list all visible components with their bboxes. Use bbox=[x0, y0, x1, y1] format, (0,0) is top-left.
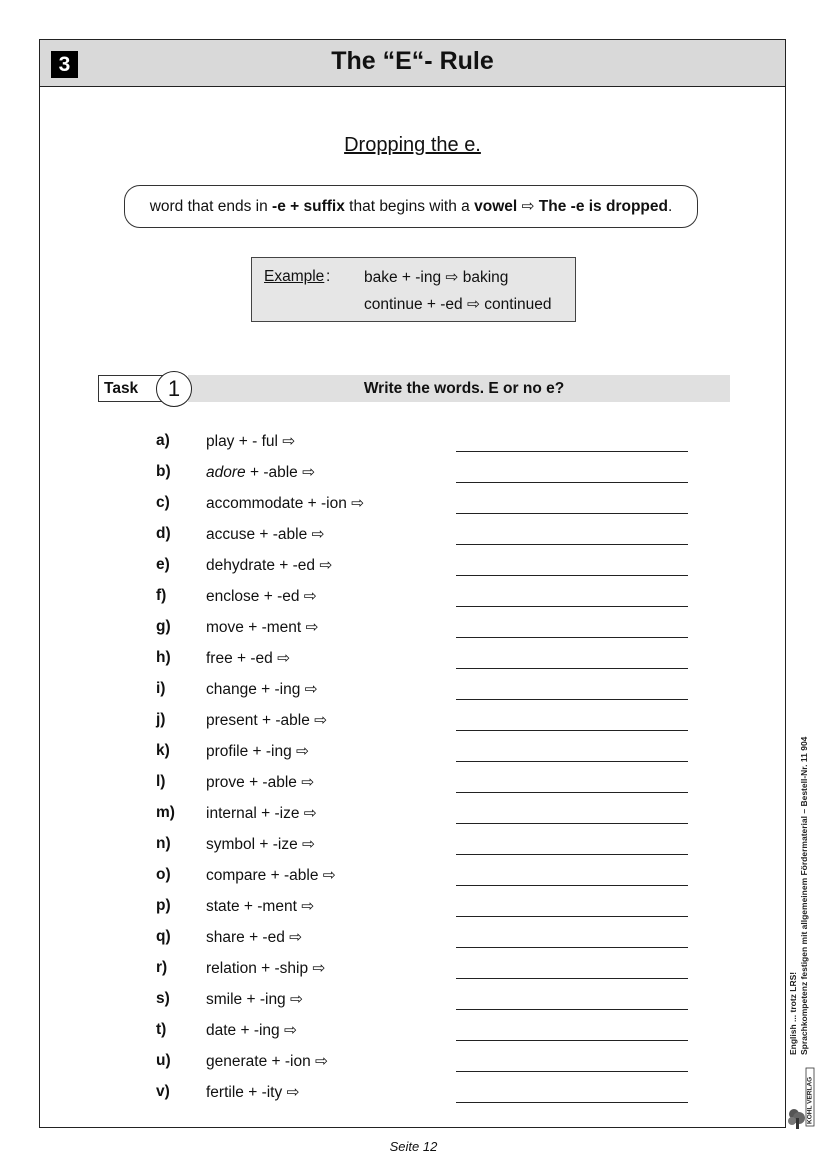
rule-text-dropped: The -e is dropped bbox=[538, 197, 668, 215]
example-box bbox=[251, 257, 576, 322]
header-bar bbox=[40, 40, 785, 87]
task-header bbox=[98, 375, 730, 402]
example-label: Example bbox=[264, 268, 325, 285]
item-text: share + -ed ⇨ bbox=[206, 929, 303, 946]
answer-line[interactable] bbox=[456, 1102, 688, 1103]
exercise-item bbox=[40, 463, 785, 494]
section-subtitle: Dropping the e. bbox=[344, 134, 481, 156]
exercise-item bbox=[40, 525, 785, 556]
answer-line[interactable] bbox=[456, 637, 688, 638]
page-number-footer: Seite 12 bbox=[389, 1139, 438, 1154]
chapter-number-badge: 3 bbox=[51, 51, 78, 78]
item-letter: k) bbox=[156, 742, 170, 759]
example-line-2: continue + -ed ⇨ continued bbox=[364, 296, 552, 313]
item-text: free + -ed ⇨ bbox=[206, 650, 291, 667]
worksheet-frame bbox=[39, 39, 814, 1128]
item-text: symbol + -ize ⇨ bbox=[206, 836, 316, 853]
exercise-item bbox=[40, 866, 785, 897]
rule-text-3: that begins with a bbox=[349, 197, 470, 215]
item-text: smile + -ing ⇨ bbox=[206, 991, 303, 1008]
example-line-1: bake + -ing ⇨ baking bbox=[364, 269, 509, 286]
item-letter: q) bbox=[156, 928, 171, 945]
item-letter: j) bbox=[156, 711, 166, 728]
exercise-item bbox=[40, 928, 785, 959]
exercise-item bbox=[40, 494, 785, 525]
item-letter: r) bbox=[156, 959, 168, 976]
answer-line[interactable] bbox=[456, 1071, 688, 1072]
rule-text-1: word that ends in bbox=[149, 197, 268, 215]
exercise-item bbox=[40, 618, 785, 649]
item-letter: t) bbox=[156, 1021, 167, 1038]
logo-text: KOHL VERLAG bbox=[806, 1076, 814, 1124]
answer-line[interactable] bbox=[456, 916, 688, 917]
example-colon: : bbox=[326, 268, 331, 285]
exercise-item bbox=[40, 990, 785, 1021]
item-text-italic: adore bbox=[206, 464, 246, 481]
answer-line[interactable] bbox=[456, 792, 688, 793]
item-letter: g) bbox=[156, 618, 171, 635]
item-text: state + -ment ⇨ bbox=[206, 898, 315, 915]
item-text-rest: + -able ⇨ bbox=[245, 464, 316, 481]
item-letter: c) bbox=[156, 494, 170, 511]
answer-line[interactable] bbox=[456, 699, 688, 700]
answer-line[interactable] bbox=[456, 1009, 688, 1010]
exercise-item bbox=[40, 835, 785, 866]
item-text: relation + -ship ⇨ bbox=[206, 960, 326, 977]
publisher-side-text bbox=[788, 737, 810, 1055]
arrow-icon: ⇨ bbox=[517, 198, 539, 215]
item-letter: i) bbox=[156, 680, 166, 697]
exercise-item bbox=[40, 959, 785, 990]
exercise-item bbox=[40, 1052, 785, 1083]
answer-line[interactable] bbox=[456, 513, 688, 514]
item-text: date + -ing ⇨ bbox=[206, 1022, 297, 1039]
exercise-item bbox=[40, 711, 785, 742]
item-text: generate + -ion ⇨ bbox=[206, 1053, 328, 1070]
item-text: enclose + -ed ⇨ bbox=[206, 588, 317, 605]
item-letter: o) bbox=[156, 866, 171, 883]
item-text: move + -ment ⇨ bbox=[206, 619, 319, 636]
rule-text-end: . bbox=[667, 197, 673, 215]
task-label: Task bbox=[98, 375, 166, 402]
publisher-logo bbox=[785, 1062, 817, 1130]
answer-line[interactable] bbox=[456, 544, 688, 545]
item-text: compare + -able ⇨ bbox=[206, 867, 336, 884]
answer-line[interactable] bbox=[456, 854, 688, 855]
answer-line[interactable] bbox=[456, 823, 688, 824]
exercise-item bbox=[40, 742, 785, 773]
item-text: internal + -ize ⇨ bbox=[206, 805, 317, 822]
exercise-item bbox=[40, 1021, 785, 1052]
answer-line[interactable] bbox=[456, 482, 688, 483]
item-letter: p) bbox=[156, 897, 171, 914]
answer-line[interactable] bbox=[456, 451, 688, 452]
item-letter: b) bbox=[156, 463, 171, 480]
item-text: dehydrate + -ed ⇨ bbox=[206, 557, 333, 574]
item-letter: a) bbox=[156, 432, 170, 449]
item-letter: m) bbox=[156, 804, 175, 821]
exercise-item bbox=[40, 897, 785, 928]
exercise-item bbox=[40, 773, 785, 804]
answer-line[interactable] bbox=[456, 606, 688, 607]
rule-text-vowel: vowel bbox=[474, 197, 518, 215]
answer-line[interactable] bbox=[456, 761, 688, 762]
item-text: accuse + -able ⇨ bbox=[206, 526, 325, 543]
answer-line[interactable] bbox=[456, 575, 688, 576]
item-text: play + - ful ⇨ bbox=[206, 433, 296, 450]
item-text: present + -able ⇨ bbox=[206, 712, 328, 729]
item-letter: f) bbox=[156, 587, 167, 604]
item-letter: d) bbox=[156, 525, 171, 542]
item-letter: h) bbox=[156, 649, 171, 666]
rule-text-suffix: -e + suffix bbox=[272, 197, 345, 215]
item-text: profile + -ing ⇨ bbox=[206, 743, 310, 760]
answer-line[interactable] bbox=[456, 668, 688, 669]
item-text: change + -ing ⇨ bbox=[206, 681, 318, 698]
answer-line[interactable] bbox=[456, 947, 688, 948]
page-title: The “E“- Rule bbox=[331, 47, 494, 75]
item-text bbox=[206, 463, 315, 482]
answer-line[interactable] bbox=[456, 885, 688, 886]
item-text: prove + -able ⇨ bbox=[206, 774, 315, 791]
item-text: fertile + -ity ⇨ bbox=[206, 1084, 300, 1101]
answer-line[interactable] bbox=[456, 978, 688, 979]
task-instruction: Write the words. E or no e? bbox=[363, 380, 565, 397]
side-text-line-1: English ... trotz LRS! bbox=[788, 971, 798, 1055]
exercise-item bbox=[40, 1083, 785, 1114]
item-letter: v) bbox=[156, 1083, 170, 1100]
exercise-item bbox=[40, 432, 785, 463]
exercise-item bbox=[40, 649, 785, 680]
exercise-item bbox=[40, 680, 785, 711]
item-letter: e) bbox=[156, 556, 170, 573]
item-letter: s) bbox=[156, 990, 170, 1007]
answer-line[interactable] bbox=[456, 1040, 688, 1041]
rule-box bbox=[124, 185, 698, 228]
item-letter: l) bbox=[156, 773, 166, 790]
side-text-line-2: Sprachkompetenz festigen mit allgemeinem Fördermaterial – Bestell-Nr. 11 904 bbox=[799, 736, 809, 1055]
exercise-item bbox=[40, 556, 785, 587]
item-text: accommodate + -ion ⇨ bbox=[206, 495, 365, 512]
item-letter: n) bbox=[156, 835, 171, 852]
item-letter: u) bbox=[156, 1052, 171, 1069]
exercise-item bbox=[40, 804, 785, 835]
tree-icon bbox=[788, 1109, 805, 1129]
exercise-item bbox=[40, 587, 785, 618]
answer-line[interactable] bbox=[456, 730, 688, 731]
task-number-circle: 1 bbox=[156, 371, 192, 407]
